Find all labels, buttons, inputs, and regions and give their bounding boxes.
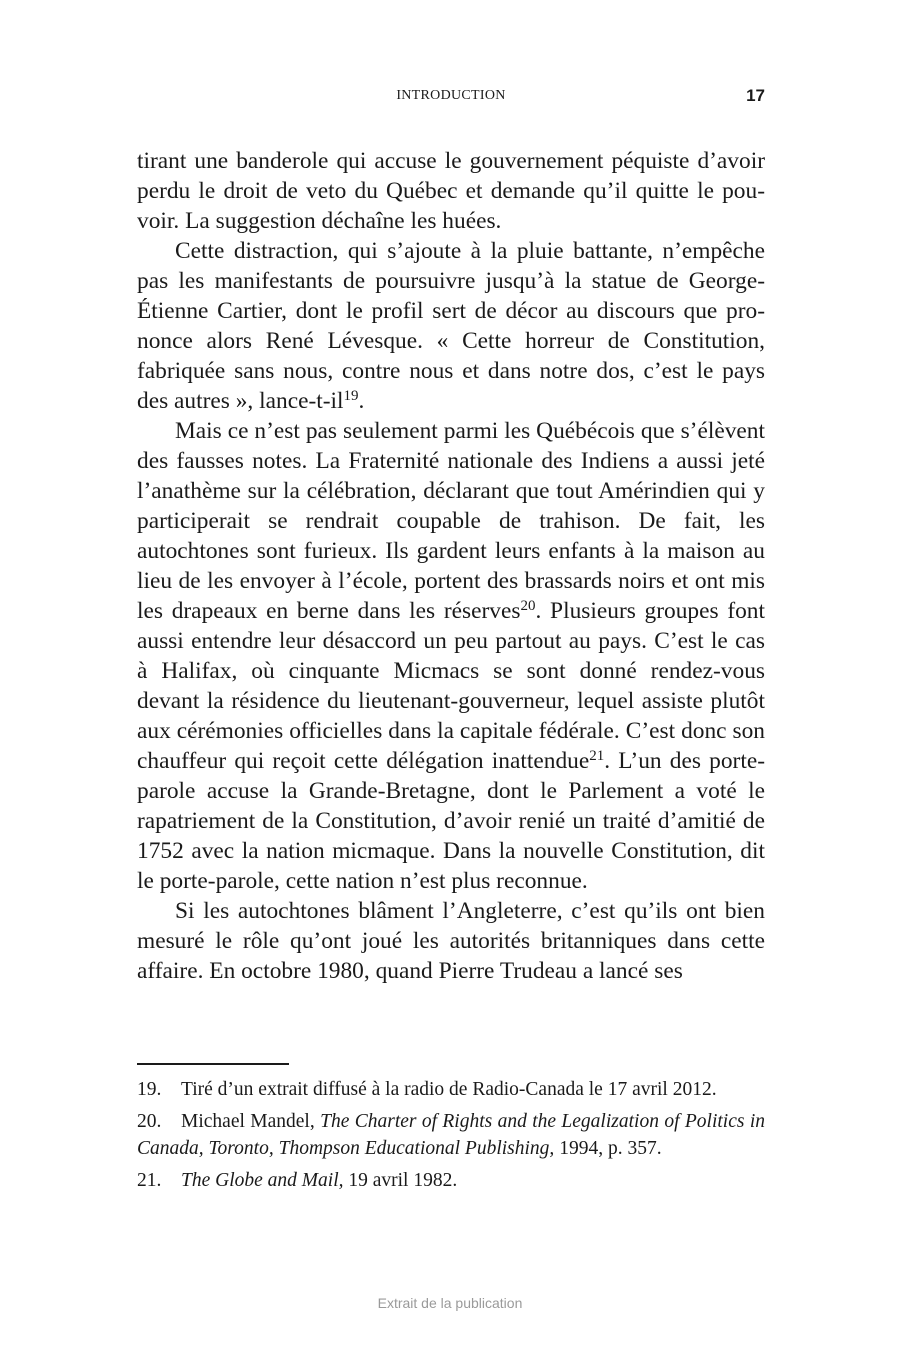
paragraph-text: . Plusieurs groupes font aussi entendre leur désaccord un peu partout au pays. C’est le cas à Halifax, où cinquante Micmacs se sont donné rendez-vous devant la résidence du lieutenant-gouverneur, lequel assiste plutôt aux cérémonies officielles dans la capitale fédérale. C’est donc son chauffeur qui reçoit cette délégation inattendue xyxy=(137,598,765,774)
footnote-ref-19[interactable]: 19 xyxy=(343,388,359,404)
footnote-number: 21. xyxy=(137,1170,162,1191)
footnote-ref-20[interactable]: 20 xyxy=(520,598,536,614)
paragraph-text: Cette distraction, qui s’ajoute à la pluie battante, n’empêche pas les manifestants de poursuivre jusqu’à la statue de George-Étienne Cartier, dont le profil sert de décor au discours que prononce alors René Lévesque. « Cette horreur de Constitution, fabriquée sans nous, contre nous et dans notre dos, c’est le pays des autres », lance-t-il xyxy=(137,238,765,414)
footnote-20 xyxy=(137,1108,765,1162)
paragraph-text: Si les autochtones blâment l’Angleterre, c’est qu’ils ont bien mesuré le rôle qu’ont joué les autorités britanniques dans cette affaire. En octobre 1980, quand Pierre Trudeau a lancé ses xyxy=(137,898,765,984)
running-header xyxy=(137,86,765,110)
page-number: 17 xyxy=(746,86,765,105)
footnote-title: The Globe and Mail, xyxy=(181,1170,344,1191)
paragraph-1 xyxy=(137,146,765,236)
paragraph-text: tirant une banderole qui accuse le gouvernement péquiste d’avoir perdu le droit de veto du Québec et demande qu’il quitte le pouvoir. La suggestion déchaîne les huées. xyxy=(137,148,765,234)
footnote-21 xyxy=(137,1167,765,1194)
paragraph-2 xyxy=(137,236,765,416)
footnote-text: 19 avril 1982. xyxy=(343,1170,458,1191)
footnote-19 xyxy=(137,1076,765,1103)
footnotes xyxy=(137,1076,765,1199)
paragraph-3 xyxy=(137,416,765,896)
paragraph-text: Mais ce n’est pas seulement parmi les Québécois que s’élèvent des fausses notes. La Fraternité nationale des Indiens a aussi jeté l’anathème sur la célébration, déclarant que tout Amérindien qui y participerait se rendrait coupable de trahison. De fait, les autochtones sont furieux. Ils gardent leurs enfants à la maison au lieu de les envoyer à l’école, portent des brassards noirs et ont mis les drapeaux en berne dans les réserves xyxy=(137,418,765,624)
footnote-number: 19. xyxy=(137,1079,162,1100)
running-title: INTRODUCTION xyxy=(396,88,506,103)
footnote-text: 1994, p. 357. xyxy=(554,1138,662,1159)
footnote-title: The Charter of Rights and the Legalization of Politics in Canada, Toronto, Thompson Educational Publishing, xyxy=(137,1111,765,1159)
paragraph-text: . xyxy=(358,388,365,414)
footnote-ref-21[interactable]: 21 xyxy=(589,748,605,764)
footnote-divider xyxy=(137,1063,289,1065)
footnote-text: Tiré d’un extrait diffusé à la radio de Radio-Canada le 17 avril 2012. xyxy=(181,1079,717,1100)
footnote-author: Michael Mandel, xyxy=(181,1111,321,1132)
paragraph-4 xyxy=(137,896,765,986)
footnote-number: 20. xyxy=(137,1111,162,1132)
body-text xyxy=(137,146,765,986)
paragraph-text: . L’un des porte-parole accuse la Grande-Bretagne, dont le Parlement a voté le rapatriement de la Constitution, d’avoir renié un traité d’amitié de 1752 avec la nation micmaque. Dans la nouvelle Constitution, dit le porte-parole, cette nation n’est plus reconnue. xyxy=(137,748,765,894)
publication-excerpt-note: Extrait de la publication xyxy=(377,1295,523,1311)
